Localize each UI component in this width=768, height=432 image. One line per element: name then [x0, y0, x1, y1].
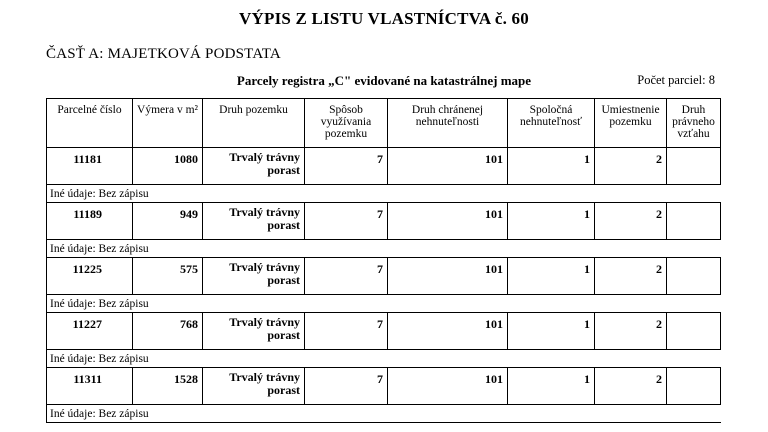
other-info-note: Iné údaje: Bez zápisu: [47, 185, 721, 203]
cell-protected-property: 101: [388, 313, 508, 350]
header-parcel-number: Parcelné číslo: [47, 99, 133, 148]
cell-land-location: 2: [595, 203, 667, 240]
document-title: VÝPIS Z LISTU VLASTNÍCTVA č. 60: [239, 9, 529, 28]
cell-common-property: 1: [508, 148, 595, 185]
other-info-note: Iné údaje: Bez zápisu: [47, 405, 721, 423]
cell-land-use: 7: [305, 368, 388, 405]
table-note-row: [47, 405, 721, 423]
cell-legal-relation: [667, 148, 721, 185]
header-land-type: Druh pozemku: [203, 99, 305, 148]
cell-area: 949: [133, 203, 203, 240]
table-row: [47, 148, 721, 185]
cell-land-use: 7: [305, 148, 388, 185]
cell-land-type: Trvalý trávny porast: [203, 313, 305, 350]
cell-parcel-number: 11225: [47, 258, 133, 295]
cell-land-use: 7: [305, 258, 388, 295]
cell-parcel-number: 11189: [47, 203, 133, 240]
cell-land-location: 2: [595, 148, 667, 185]
cell-area: 575: [133, 258, 203, 295]
header-protected-property: Druh chránenej nehnuteľnosti: [388, 99, 508, 148]
cell-parcel-number: 11311: [47, 368, 133, 405]
cell-common-property: 1: [508, 368, 595, 405]
cell-land-use: 7: [305, 203, 388, 240]
cell-land-type: Trvalý trávny porast: [203, 368, 305, 405]
table-note-row: [47, 295, 721, 313]
table-note-row: [47, 350, 721, 368]
cell-land-type: Trvalý trávny porast: [203, 203, 305, 240]
header-land-use: Spôsob využívania pozemku: [305, 99, 388, 148]
table-header-row: [47, 99, 721, 148]
other-info-note: Iné údaje: Bez zápisu: [47, 240, 721, 258]
other-info-note: Iné údaje: Bez zápisu: [47, 295, 721, 313]
cell-protected-property: 101: [388, 148, 508, 185]
cell-common-property: 1: [508, 258, 595, 295]
cell-legal-relation: [667, 203, 721, 240]
cell-land-location: 2: [595, 313, 667, 350]
table-note-row: [47, 185, 721, 203]
cell-area: 1080: [133, 148, 203, 185]
header-common-property: Spoločná nehnuteľnosť: [508, 99, 595, 148]
cell-land-type: Trvalý trávny porast: [203, 148, 305, 185]
cell-legal-relation: [667, 313, 721, 350]
cell-land-location: 2: [595, 368, 667, 405]
table-row: [47, 258, 721, 295]
cell-protected-property: 101: [388, 368, 508, 405]
cell-parcel-number: 11181: [47, 148, 133, 185]
other-info-note: Iné údaje: Bez zápisu: [47, 350, 721, 368]
cell-area: 1528: [133, 368, 203, 405]
parcels-table: [46, 98, 721, 423]
table-note-row: [47, 240, 721, 258]
cell-land-location: 2: [595, 258, 667, 295]
table-row: [47, 203, 721, 240]
cell-land-type: Trvalý trávny porast: [203, 258, 305, 295]
table-row: [47, 368, 721, 405]
header-land-location: Umiestnenie pozemku: [595, 99, 667, 148]
table-row: [47, 313, 721, 350]
section-heading: ČASŤ A: MAJETKOVÁ PODSTATA: [46, 46, 281, 62]
header-legal-relation: Druh právneho vzťahu: [667, 99, 721, 148]
cell-common-property: 1: [508, 203, 595, 240]
cell-area: 768: [133, 313, 203, 350]
cell-legal-relation: [667, 368, 721, 405]
cell-protected-property: 101: [388, 258, 508, 295]
cell-common-property: 1: [508, 313, 595, 350]
cell-land-use: 7: [305, 313, 388, 350]
parcel-count: Počet parciel: 8: [637, 73, 715, 87]
header-area: Výmera v m²: [133, 99, 203, 148]
table-subtitle: Parcely registra „C" evidované na katastrálnej mape: [236, 73, 532, 88]
cell-parcel-number: 11227: [47, 313, 133, 350]
cell-legal-relation: [667, 258, 721, 295]
cell-protected-property: 101: [388, 203, 508, 240]
